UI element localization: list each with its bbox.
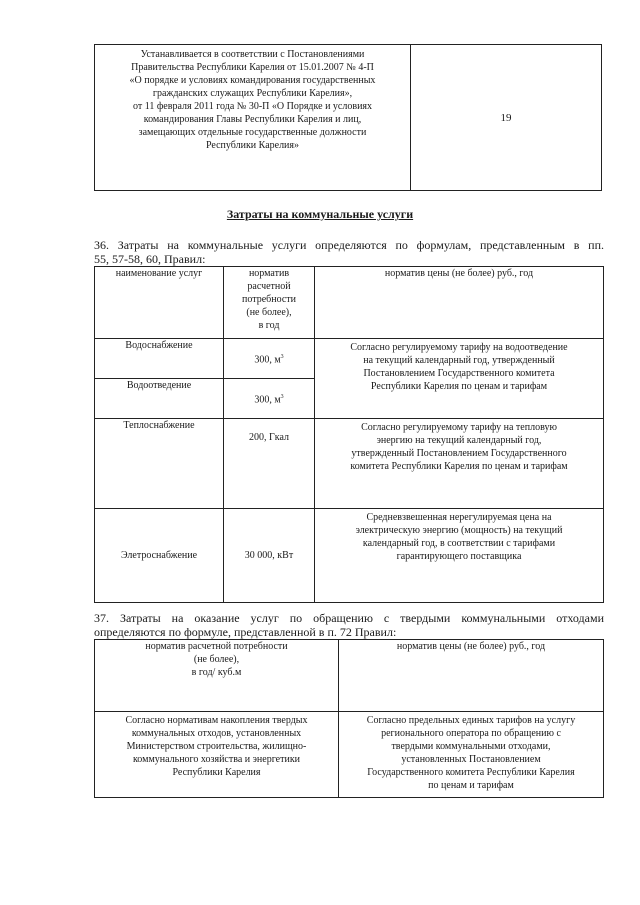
heat-name-cell	[95, 419, 224, 509]
top-line-6: командирования Главы Республики Карелия и лиц,	[143, 114, 362, 125]
paragraph-36-line-1: 36. Затраты на коммунальные услуги определяются по формулам, представленным в пп.	[94, 238, 604, 252]
power-name: Элетроснабжение	[120, 550, 198, 561]
top-line-4: гражданских служащих Республики Карелия»,	[152, 88, 353, 99]
top-table-text-cell	[95, 45, 411, 191]
heat-norm: 200, Гкал	[248, 432, 289, 443]
waste-header-price: норматив цены (не более) руб., год	[339, 640, 604, 712]
paragraph-37	[94, 611, 604, 639]
section-heading: Затраты на коммунальные услуги	[226, 207, 414, 221]
heat-price-cell: Согласно регулируемому тарифу на тепловую энергию на текущий календарный год, утвержденный Постановлением Государственного комитета Республики Карелия по ценам и тарифам	[315, 419, 604, 509]
top-table	[94, 44, 602, 191]
top-table-value-cell	[411, 45, 602, 191]
heat-name: Теплоснабжение	[123, 420, 195, 431]
heat-norm-cell	[224, 419, 315, 509]
table-row-heat	[95, 419, 604, 509]
water-amount: 300,	[254, 354, 272, 366]
paragraph-36	[94, 238, 604, 266]
paragraph-37-line-2: определяются по формуле, представленной в п. 72 Правил:	[94, 625, 397, 639]
header-norm: норматив расчетной потребности (не более), в год	[224, 267, 315, 339]
top-table-value: 19	[500, 111, 512, 124]
waste-header-row	[95, 640, 604, 712]
sewer-name: Водоотведение	[126, 380, 192, 391]
top-line-1: Устанавливается в соответствии с Постановлениями	[140, 49, 365, 60]
top-line-8: Республики Карелия»	[205, 140, 300, 151]
power-norm-cell	[224, 509, 315, 603]
top-line-2: Правительства Республики Карелия от 15.01.2007 № 4-П	[131, 62, 374, 73]
power-name-cell	[95, 509, 224, 603]
waste-header-norm: норматив расчетной потребности (не более), в год/ куб.м	[95, 640, 339, 712]
power-price-cell: Средневзвешенная нерегулируемая цена на электрическую энергию (мощность) на текущий календарный год, в соответствии с тарифами гарантирующего поставщика	[315, 509, 604, 603]
table-header-row	[95, 267, 604, 339]
top-line-3: «О порядке и условиях командирования государственных	[129, 75, 376, 86]
water-norm-cell	[224, 339, 315, 379]
header-price: норматив цены (не более) руб., год	[315, 267, 604, 339]
sewer-norm-cell	[224, 379, 315, 419]
waste-table	[94, 639, 604, 798]
water-unit: м	[274, 354, 281, 366]
paragraph-37-line-1: 37. Затраты на оказание услуг по обращению с твердыми коммунальными отходами	[94, 611, 604, 625]
water-sewer-price-cell: Согласно регулируемому тарифу на водоотведение на текущий календарный год, утвержденный Постановлением Государственного комитета Республики Карелия по ценам и тарифам	[315, 339, 604, 419]
power-norm: 30 000, кВт	[244, 550, 294, 561]
paragraph-36-line-2: 55, 57-58, 60, Правил:	[94, 252, 206, 266]
water-unit-sup: 3	[280, 353, 284, 360]
water-name-cell	[95, 339, 224, 379]
sewer-unit: м	[274, 394, 281, 406]
top-line-7: замещающих отдельные государственные должности	[138, 127, 367, 138]
waste-norm-cell: Согласно нормативам накопления твердых коммунальных отходов, установленных Министерством строительства, жилищно- коммунального хозяйства и энергетики Республики Карелия	[95, 712, 339, 798]
waste-price-cell: Согласно предельных единых тарифов на услугу регионального оператора по обращению с твердыми коммунальными отходами, установленных Постановлением Государственного комитета Республики Карелия по ценам и тарифам	[339, 712, 604, 798]
sewer-unit-sup: 3	[280, 393, 284, 400]
table-row-water	[95, 339, 604, 379]
table-row-power	[95, 509, 604, 603]
waste-body-row	[95, 712, 604, 798]
sewer-name-cell	[95, 379, 224, 419]
water-name: Водоснабжение	[125, 340, 193, 351]
utilities-table	[94, 266, 604, 603]
sewer-amount: 300,	[254, 394, 272, 406]
header-service-name: наименование услуг	[95, 267, 224, 339]
top-line-5: от 11 февраля 2011 года № 30-П «О Порядке и условиях	[132, 101, 373, 112]
